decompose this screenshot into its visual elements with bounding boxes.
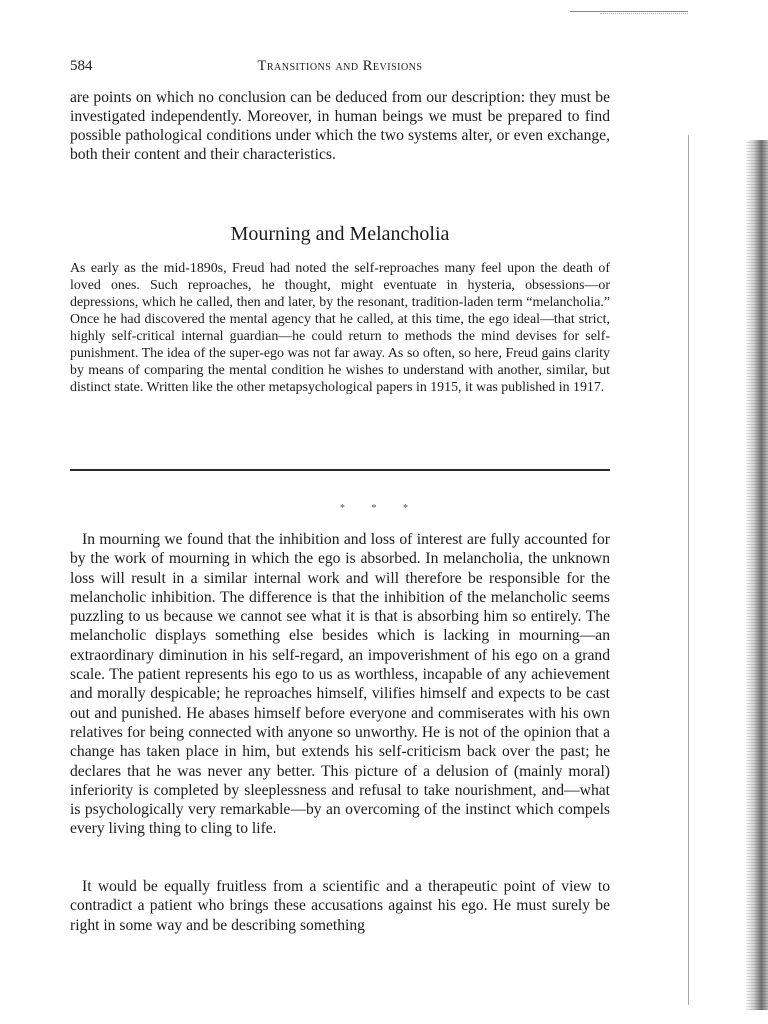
body-paragraph: It would be equally fruitless from a scientific and a therapeutic point of view to contradict a patient who brings these accusations against his ego. He must surely be right in some way and be describing something: [70, 878, 610, 934]
section-divider-rule: [70, 469, 610, 471]
asterism-separator: * * *: [340, 503, 420, 514]
book-gutter-shadow: [746, 140, 768, 1010]
running-head: [70, 58, 610, 78]
scan-edge-line: [570, 11, 688, 12]
running-title: Transitions and Revisions: [257, 58, 423, 74]
body-paragraph: In mourning we found that the inhibition and loss of interest are fully accounted for by the work of mourning in which the ego is absorbed. In melancholia, the unknown loss will result in a similar internal work and will therefore be responsible for the melancholic inhibition. The difference is that the inhibition of the melancholic seems puzzling to us because we cannot see what it is that is absorbing him so entirely. The melancholic displays something else besides which is lacking in mourning—an extraordinary diminution in his self-regard, an impoverishment of his ego on a grand scale. The patient represents his ego to us as worthless, incapable of any achievement and morally despicable; he reproaches himself, vilifies himself and expects to be cast out and punished. He abases himself before everyone and commiserates with his own relatives for being connected with anyone so unworthy. He is not of the opinion that a change has taken place in him, but extends his self-criticism back over the past; he declares that he was never any better. This picture of a delusion of (mainly moral) inferiority is completed by sleeplessness and refusal to take nourishment, and—what is psychologically very remarkable—by an overcoming of the instinct which compels every living thing to cling to life.: [70, 531, 610, 838]
continued-paragraph: are points on which no conclusion can be deduced from our description: they must be investigated independently. Moreover, in human beings we must be prepared to find possible pathological conditions under which the two systems alter, or even exchange, both their content and their characteristics.: [70, 89, 610, 163]
section-intro: As early as the mid-1890s, Freud had noted the self-reproaches many feel upon the death of loved ones. Such reproaches, he thought, might eventuate in hysteria, obsessions—or depressions, which he called, then and later, by the resonant, tradition-laden term “melancholia.” Once he had discovered the mental agency that he called, at this time, the ego ideal—that strict, highly self-critical internal guardian—he could return to methods the mind devises for self-punishment. The idea of the super-ego was not far away. As so often, so here, Freud gains clarity by means of comparing the mental condition he wishes to understand with another, similar, but distinct state. Written like the other metapsychological papers in 1915, it was published in 1917.: [70, 261, 610, 395]
section-title: Mourning and Melancholia: [230, 223, 450, 245]
page-edge-line: [688, 135, 689, 1005]
scan-edge-line-faint: [600, 13, 688, 14]
page-number: 584: [70, 58, 93, 74]
